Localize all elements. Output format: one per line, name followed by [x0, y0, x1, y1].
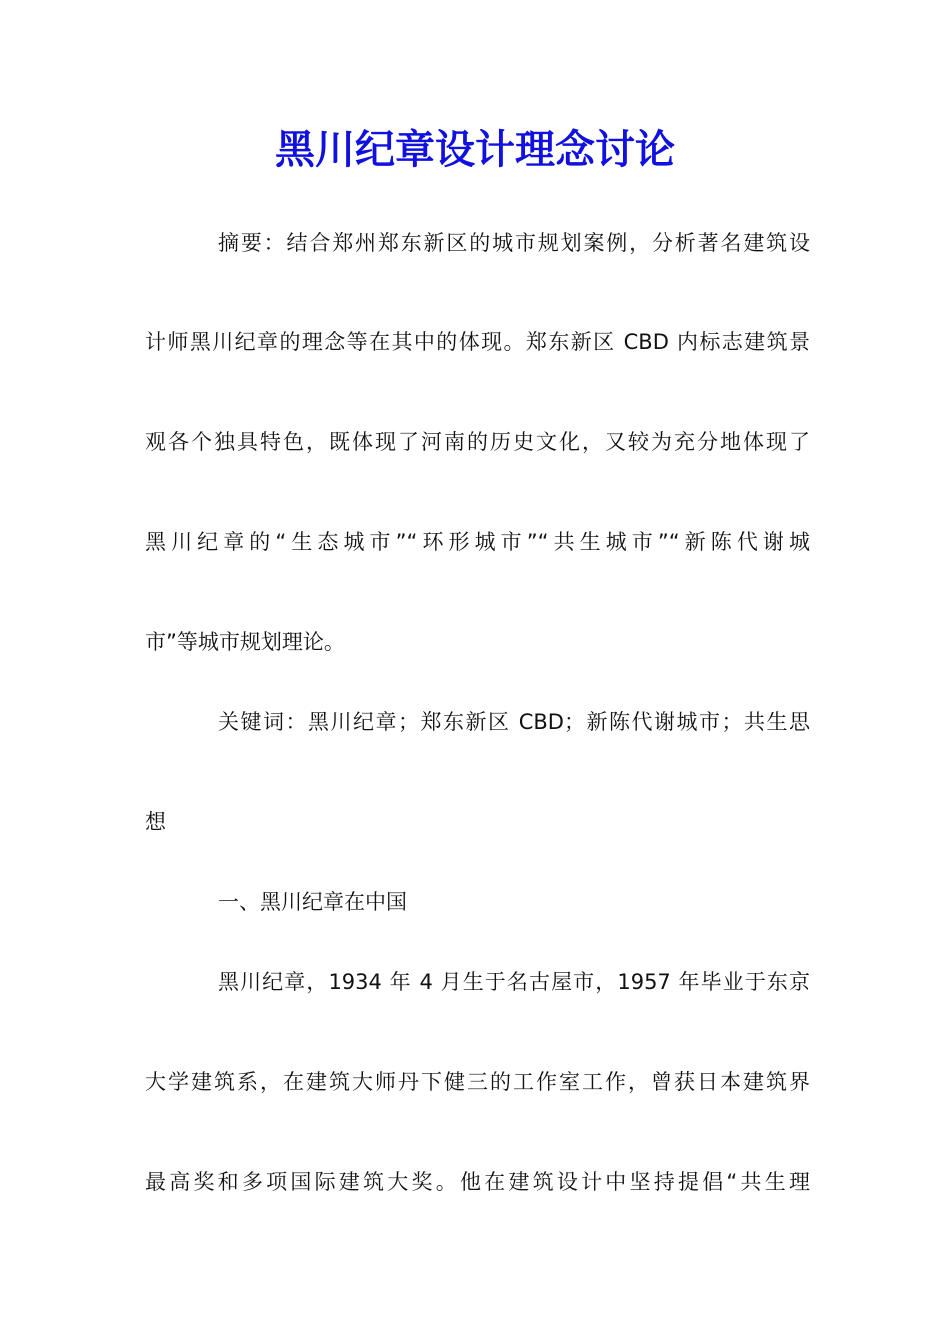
keywords-line-1: 关键词：黑川纪章；郑东新区 CBD；新陈代谢城市；共生思 [218, 710, 810, 734]
abstract-line-2: 计师黑川纪章的理念等在其中的体现。郑东新区 CBD 内标志建筑景 [145, 330, 810, 354]
keywords-line-2: 想 [145, 810, 166, 834]
body-line-2: 大学建筑系，在建筑大师丹下健三的工作室工作，曾获日本建筑界 [145, 1070, 810, 1094]
body-line-3: 最高奖和多项国际建筑大奖。他在建筑设计中坚持提倡“共生理 [145, 1170, 810, 1194]
body-line-1: 黑川纪章，1934 年 4 月生于名古屋市，1957 年毕业于东京 [218, 970, 810, 994]
abstract-line-5: 市”等城市规划理论。 [145, 630, 345, 654]
abstract-line-1: 摘要：结合郑州郑东新区的城市规划案例，分析著名建筑设 [218, 231, 810, 255]
section-heading: 一、黑川纪章在中国 [218, 890, 407, 914]
abstract-line-4: 黑川纪章的“生态城市”“环形城市”“共生城市”“新陈代谢城 [145, 530, 810, 554]
abstract-line-3: 观各个独具特色，既体现了河南的历史文化，又较为充分地体现了 [145, 430, 810, 454]
document-title: 黑川纪章设计理念讨论 [275, 126, 675, 173]
